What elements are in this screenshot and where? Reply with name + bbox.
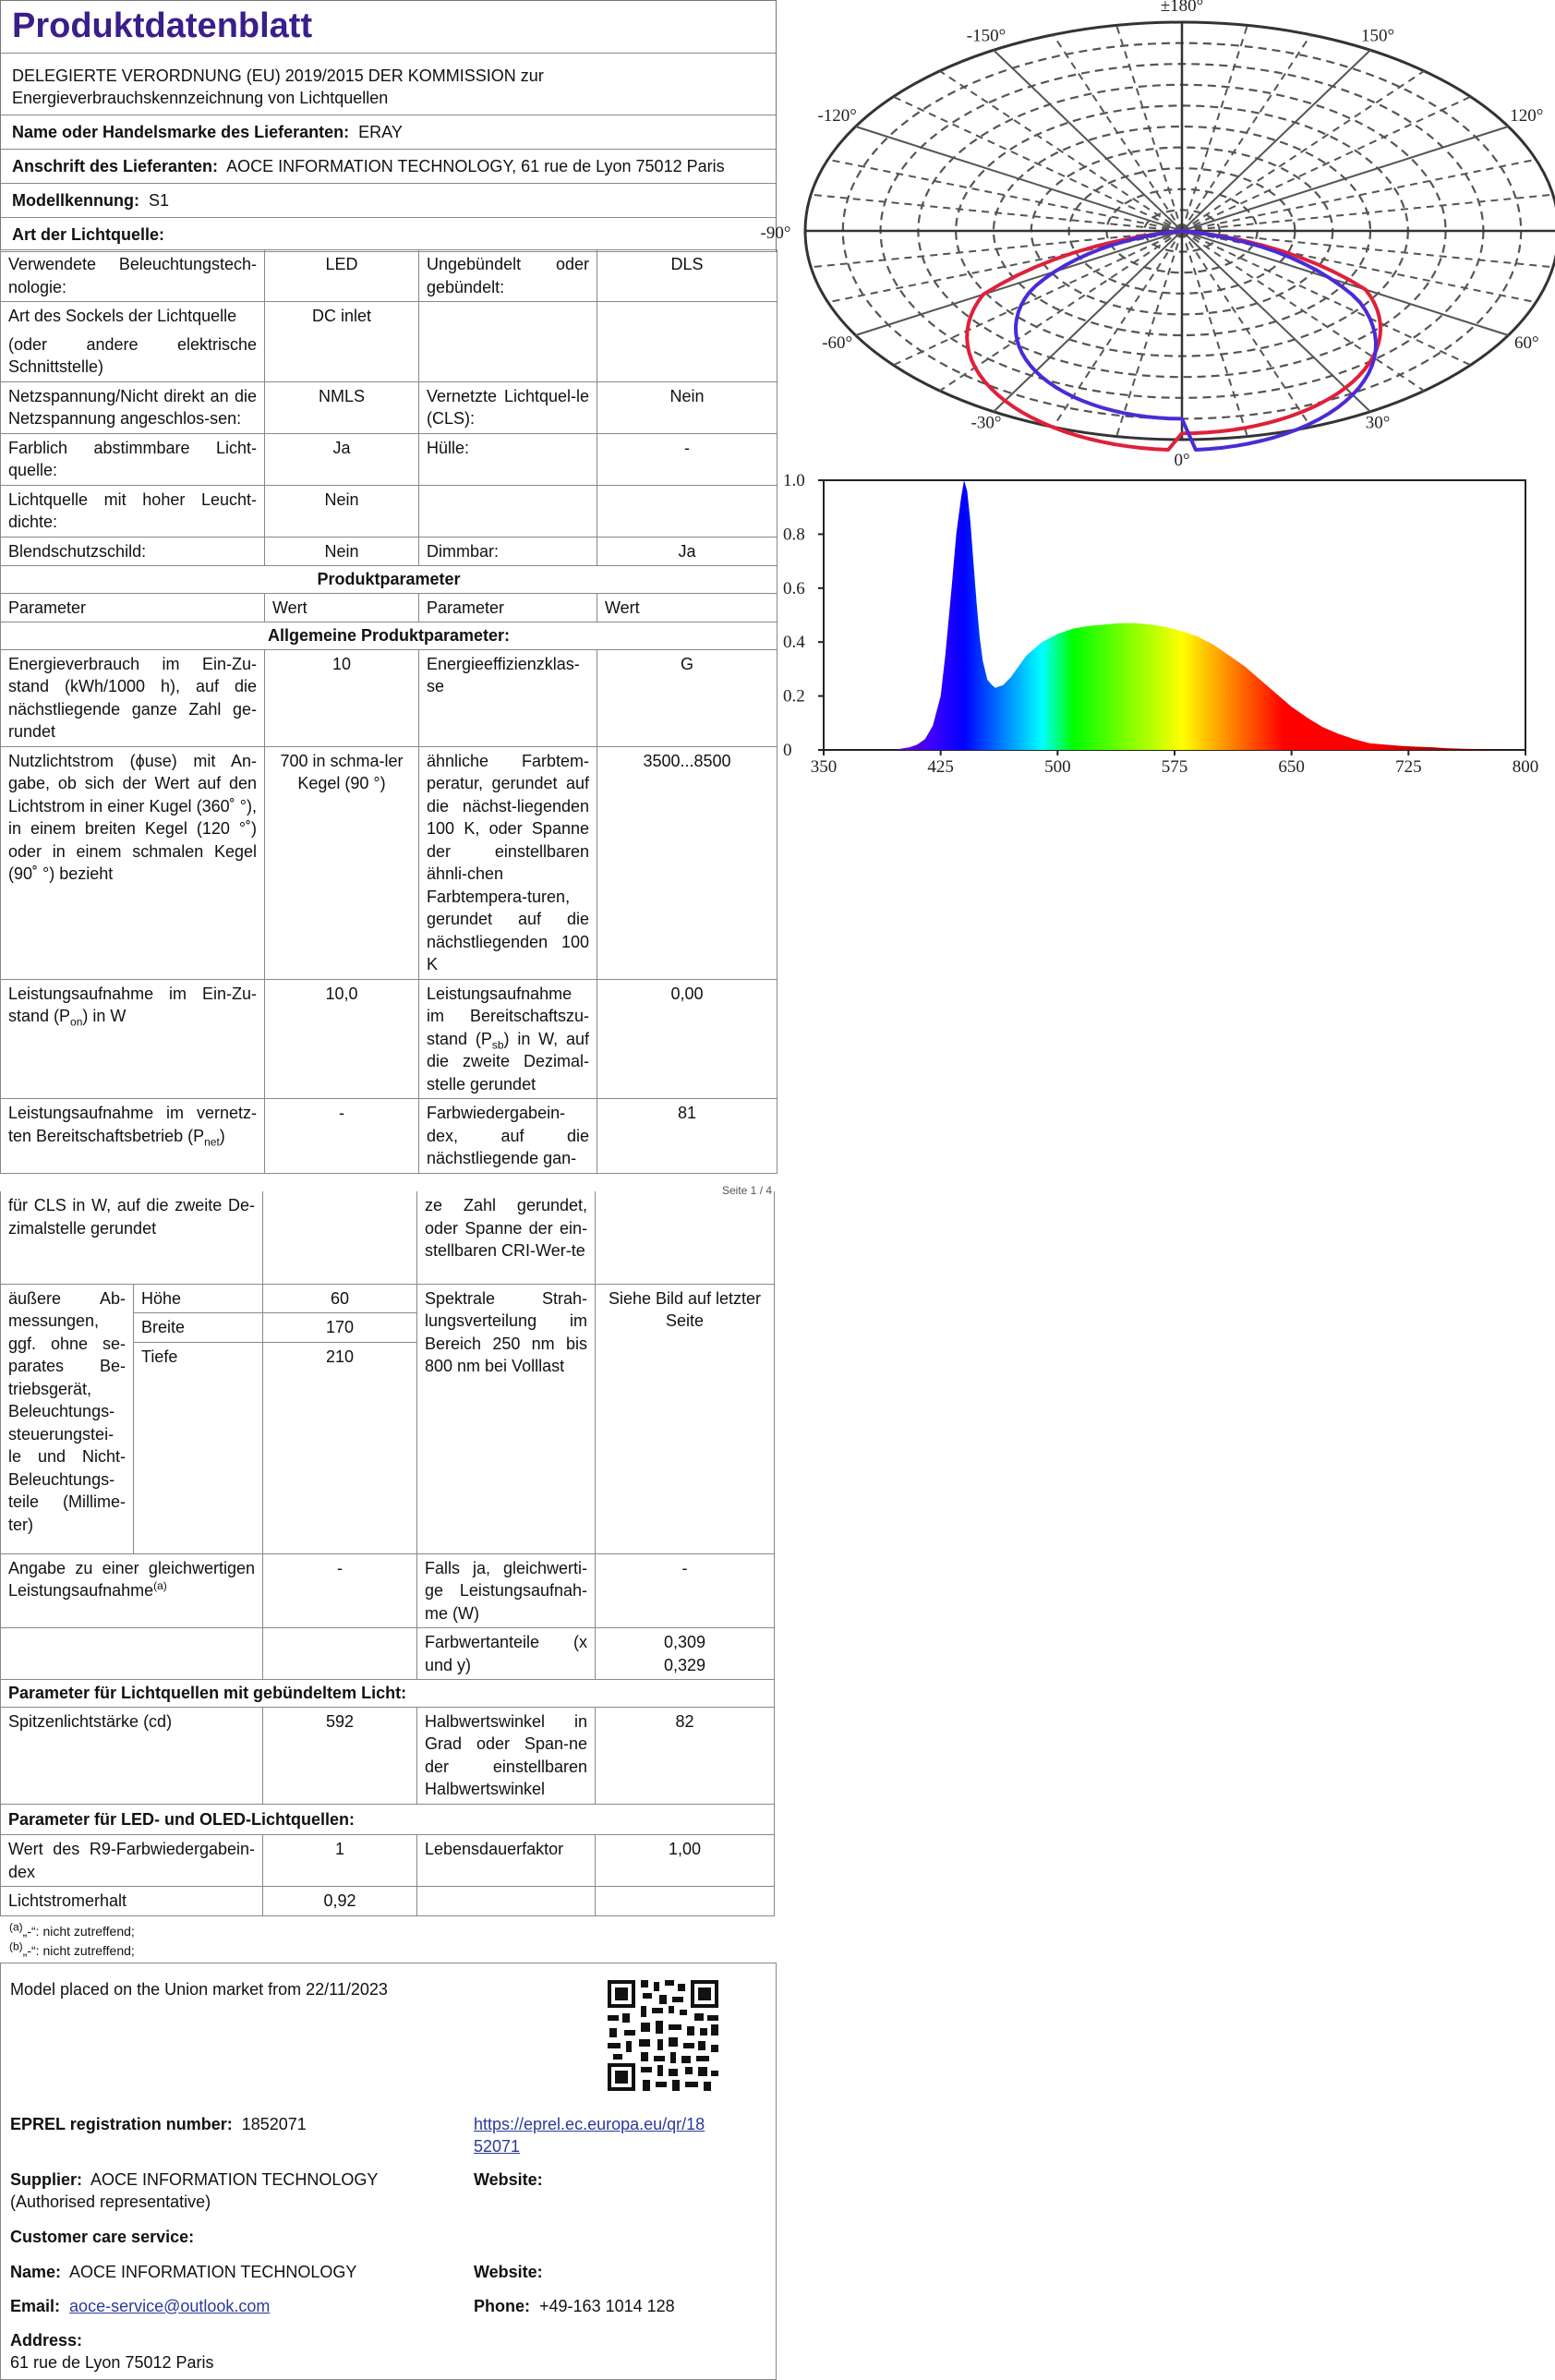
empty-cell [263, 1628, 417, 1680]
table-row [1, 1099, 778, 1174]
eprel-footer [0, 1963, 777, 2380]
socket-label: Art des Sockels der Lichtquelle [8, 307, 237, 325]
led-heading: Parameter für LED- und OLED-Lichtquellen: [1, 1804, 775, 1835]
customer-care-label [10, 2226, 194, 2248]
param-cell: Netzspannung/Nicht direkt an die Netzspannung angeschlos-sen: [1, 381, 265, 433]
table-row [1, 1628, 775, 1680]
website-label: Website: [474, 2262, 543, 2281]
spectrum-svg [778, 467, 1555, 781]
spectrum-chart [778, 467, 1555, 781]
param-cell: Ungebündelt oder gebündelt: [419, 250, 597, 302]
page-number: Seite 1 / 4 [722, 1184, 773, 1197]
polar-spoke [1182, 160, 1536, 231]
eprel-link-line-1[interactable]: https://eprel.ec.europa.eu/qr/18 [474, 2114, 705, 2133]
value-cell: Ja [597, 537, 778, 566]
param-cell: Vernetzte Lichtquel-le (CLS): [419, 381, 597, 433]
value-cell: Nein [597, 381, 778, 433]
param-cell: Blendschutzschild: [1, 537, 265, 566]
footnotes [0, 1916, 778, 1963]
empty-cell [597, 485, 778, 537]
email-link[interactable]: aoce-service@outlook.com [69, 2296, 271, 2315]
qr-code-icon [606, 1978, 720, 2093]
value-cell: 3500...8500 [597, 746, 778, 979]
value-cell: Ja [265, 433, 419, 485]
dim-value: 60 [263, 1284, 417, 1313]
directional-heading: Parameter für Lichtquellen mit gebündeltem Licht: [1, 1680, 775, 1708]
polar-angle-label: 30° [1365, 413, 1391, 433]
polar-angle-label: -150° [966, 26, 1007, 46]
dim-label: Höhe [134, 1284, 263, 1313]
polar-angle-label: 0° [1174, 451, 1190, 470]
empty-cell [1, 1628, 263, 1680]
empty-cell [419, 485, 597, 537]
address-label: Address: [10, 2330, 83, 2350]
superscript: (b) [9, 1939, 23, 1952]
table-column-header-row [1, 593, 778, 622]
footnote-b [9, 1941, 768, 1961]
polar-spoke [1182, 231, 1536, 302]
param-cell [419, 979, 597, 1099]
subscript: on [70, 1015, 83, 1029]
y-tick-label: 0.4 [783, 633, 805, 653]
param-cell: ze Zahl gerundet, oder Spanne der ein-stellbaren CRI-Wer-te [417, 1191, 596, 1284]
page-title: Produktdatenblatt [1, 1, 776, 54]
param-cell: Lichtquelle mit hoher Leucht-dichte: [1, 485, 265, 537]
param-cell: Farbwertanteile (x und y) [417, 1628, 596, 1680]
x-tick-label: 650 [1278, 757, 1305, 777]
y-tick-label: 0 [783, 741, 792, 760]
empty-cell [597, 302, 778, 382]
text-fragment: ) in W [82, 1007, 127, 1025]
empty-cell [596, 1191, 775, 1284]
regulation-text: DELEGIERTE VERORDNUNG (EU) 2019/2015 DER KOMMISSION zur Energieverbrauchskennzeichnung von Lichtquellen [1, 54, 776, 115]
polar-angle-label: -30° [970, 413, 1002, 433]
value-cell: 0,92 [263, 1887, 417, 1916]
param-cell: Spektrale Strah-lungsverteilung im Bereich 250 nm bis 800 nm bei Volllast [417, 1284, 596, 1553]
x-tick-label: 500 [1044, 757, 1071, 777]
value-cell: 10,0 [265, 979, 419, 1099]
y-tick-label: 0.2 [783, 686, 805, 707]
text-fragment: Leistungsaufnahme im vernetz-ten Bereitschaftsbetrieb (P [8, 1104, 257, 1145]
value-cell: - [596, 1553, 775, 1628]
product-params-heading: Produktparameter [1, 566, 778, 594]
param-cell: Wert des R9-Farbwiedergabein-dex [1, 1835, 263, 1887]
text-fragment: Leistungsaufnahme im Ein-Zu-stand (P [8, 984, 257, 1025]
polar-angle-label: -60° [822, 333, 853, 353]
empty-cell [419, 302, 597, 382]
table-heading-row [1, 622, 778, 650]
empty-cell [263, 1191, 417, 1284]
table-row [1, 302, 778, 382]
supplier-address-row [1, 150, 776, 184]
table-row [1, 1553, 775, 1628]
model-value: S1 [149, 191, 170, 210]
subscript: sb [491, 1038, 504, 1052]
polar-spoke [1182, 231, 1508, 335]
dimensions-label: äußere Ab-messungen, ggf. ohne se-parates Be-triebsgerät, Beleuchtungs-steuerungstei-le und Nicht-Beleuchtungs-teile (Millime-ter) [1, 1284, 134, 1553]
value-cell: 592 [263, 1707, 417, 1804]
eprel-link-line-2[interactable]: 52071 [474, 2136, 521, 2156]
supplier-website [474, 2169, 543, 2191]
care-name-row [10, 2261, 356, 2283]
param-cell: Farblich abstimmbare Licht-quelle: [1, 433, 265, 485]
table-row [1, 649, 778, 746]
polar-angle-label: 120° [1510, 106, 1544, 126]
value-cell: - [597, 433, 778, 485]
table-heading-row [1, 566, 778, 594]
param-cell: Energieeffizienzklas-se [419, 649, 597, 746]
polar-svg [760, 0, 1555, 470]
socket-label-extra: (oder andere elektrische Schnittstelle) [8, 334, 257, 376]
polar-angle-label: -120° [817, 106, 857, 126]
value-cell: LED [265, 250, 419, 302]
eprel-value: 1852071 [241, 2114, 307, 2133]
care-label: Customer care service: [10, 2227, 195, 2246]
supplier-name-value: ERAY [358, 123, 403, 141]
phone-label: Phone: [474, 2296, 530, 2315]
param-cell: Lebensdauerfaktor [417, 1835, 596, 1887]
text-fragment: ) in W, auf die zweite Dezimal-stelle gerundet [427, 1029, 589, 1093]
param-cell: Spitzenlichtstärke (cd) [1, 1707, 263, 1804]
general-params-heading: Allgemeine Produktparameter: [1, 622, 778, 650]
value-cell: 700 in schma-ler Kegel (90 °) [265, 746, 419, 979]
table-row [1, 1707, 775, 1804]
param-cell: Halbwertswinkel in Grad oder Span-ne der einstellbaren Halbwertswinkel [417, 1707, 596, 1804]
param-cell [1, 1099, 265, 1174]
table-heading-row [1, 1680, 775, 1708]
care-website [474, 2261, 543, 2283]
address-value: 61 rue de Lyon 75012 Paris [10, 2352, 214, 2372]
footnote-a [9, 1919, 768, 1941]
value-cell: 1 [263, 1835, 417, 1887]
table-row [1, 381, 778, 433]
y-tick-label: 0.8 [783, 525, 805, 545]
param-cell: Energieverbrauch im Ein-Zu-stand (kWh/1000 h), auf die nächstliegende ganze Zahl ge-rundet [1, 649, 265, 746]
polar-angle-label: 150° [1360, 26, 1395, 46]
table-row [1, 1191, 775, 1284]
supplier-row [10, 2169, 463, 2213]
parameter-table-page-1 [0, 249, 778, 1174]
value-cell: 82 [596, 1707, 775, 1804]
param-cell: Verwendete Beleuchtungstech-nologie: [1, 250, 265, 302]
param-cell: Hülle: [419, 433, 597, 485]
param-cell: Farbwiedergabein-dex, auf die nächstliegende gan- [419, 1099, 597, 1174]
x-tick-label: 725 [1395, 757, 1422, 777]
superscript: (a) [153, 1579, 167, 1592]
value-cell: - [263, 1553, 417, 1628]
parameter-table-page-2 [0, 1191, 775, 1916]
name-value: AOCE INFORMATION TECHNOLOGY [69, 2262, 357, 2281]
value-cell: 1,00 [596, 1835, 775, 1887]
table-row [1, 1887, 775, 1916]
column-header: Parameter [1, 593, 265, 622]
supplier-name-row [1, 115, 776, 150]
eprel-link[interactable] [474, 2113, 705, 2157]
dim-label: Tiefe [134, 1342, 263, 1371]
text-fragment: ) [219, 1126, 225, 1145]
param-cell: Lichtstromerhalt [1, 1887, 263, 1916]
y-tick-label: 0.6 [783, 578, 805, 598]
param-cell: Dimmbar: [419, 537, 597, 566]
table-row [1, 485, 778, 537]
value-cell: DLS [597, 250, 778, 302]
param-cell: Nutzlichtstrom (ϕuse) mit An-gabe, ob sich der Wert auf den Lichtstrom in einer Kugel (360˚ °), in einem breiten Kegel (120 °˚) oder in einem schmalen Kegel (90˚ °) bezieht [1, 746, 265, 979]
address-row [10, 2329, 214, 2374]
value-cell [596, 1628, 775, 1680]
name-label: Name: [10, 2262, 62, 2281]
eprel-row [10, 2113, 307, 2135]
superscript: (a) [9, 1919, 23, 1933]
dim-label: Breite [134, 1313, 263, 1343]
value-cell: Nein [265, 537, 419, 566]
supplier-value: AOCE INFORMATION TECHNOLOGY (Authorised representative) [10, 2169, 379, 2211]
chroma-x: 0,309 [663, 1633, 706, 1651]
email-label: Email: [10, 2296, 61, 2315]
value-cell: 10 [265, 649, 419, 746]
x-tick-label: 350 [810, 757, 838, 777]
datasheet-page-2 [0, 1191, 778, 2380]
value-cell: NMLS [265, 381, 419, 433]
datasheet-page-1 [0, 0, 778, 1175]
value-cell: Siehe Bild auf letzter Seite [596, 1284, 775, 1553]
website-label: Website: [474, 2169, 543, 2189]
supplier-name-label: Name oder Handelsmarke des Lieferanten: [12, 123, 350, 141]
x-tick-label: 575 [1161, 757, 1188, 777]
model-row [1, 184, 776, 218]
model-label: Modellkennung: [12, 191, 139, 210]
column-header: Wert [265, 593, 419, 622]
light-source-type-row [1, 218, 776, 252]
polar-spoke [856, 231, 1182, 335]
param-cell [1, 1553, 263, 1628]
text-fragment: Leistungsaufnahme im Bereitschaftszu-stand (P [427, 984, 589, 1048]
empty-cell [417, 1887, 596, 1916]
footnote-text: „-“: nicht zutreffend; [22, 1942, 135, 1958]
polar-spoke [1182, 127, 1508, 231]
page-cut [0, 1174, 778, 1176]
table-row [1, 979, 778, 1099]
eprel-label: EPREL registration number: [10, 2114, 233, 2133]
empty-cell [263, 1371, 417, 1553]
supplier-address-label: Anschrift des Lieferanten: [12, 157, 219, 175]
phone-value: +49-163 1014 128 [539, 2296, 675, 2315]
empty-cell [596, 1887, 775, 1916]
value-cell: DC inlet [265, 302, 419, 382]
polar-diagram [760, 0, 1555, 470]
care-email-row [10, 2295, 270, 2317]
market-date: Model placed on the Union market from 22/11/2023 [10, 1979, 388, 1999]
chroma-y: 0,329 [663, 1655, 706, 1674]
subscript: net [204, 1135, 220, 1149]
supplier-address-value: AOCE INFORMATION TECHNOLOGY, 61 rue de Lyon 75012 Paris [226, 157, 725, 175]
table-row [1, 433, 778, 485]
y-tick-label: 1.0 [783, 471, 805, 490]
polar-angle-label: 60° [1514, 333, 1539, 353]
table-row [1, 746, 778, 979]
value-cell: 0,00 [597, 979, 778, 1099]
value-cell: - [265, 1099, 419, 1174]
header-box [0, 0, 777, 252]
table-row [1, 537, 778, 566]
table-heading-row [1, 1804, 775, 1835]
care-phone-row [474, 2295, 675, 2317]
empty-cell [134, 1371, 263, 1553]
table-row [1, 1284, 775, 1313]
x-tick-label: 425 [927, 757, 954, 777]
footnote-text: „-“: nicht zutreffend; [22, 1923, 135, 1939]
light-source-type-label: Art der Lichtquelle: [12, 225, 165, 244]
value-cell: 81 [597, 1099, 778, 1174]
x-tick-label: 800 [1512, 757, 1539, 777]
param-cell [1, 302, 265, 382]
column-header: Parameter [419, 593, 597, 622]
dim-value: 170 [263, 1313, 417, 1343]
param-cell [1, 979, 265, 1099]
supplier-label: Supplier: [10, 2169, 83, 2189]
value-cell: Nein [265, 485, 419, 537]
polar-angle-label: -90° [760, 224, 791, 243]
param-cell: für CLS in W, auf die zweite De-zimalstelle gerundet [1, 1191, 263, 1284]
table-row [1, 1835, 775, 1887]
param-cell: ähnliche Farbtem-peratur, gerundet auf die nächst-liegenden 100 K, oder Spanne der einstellbaren ähnli-chen Farbtempera-turen, gerundet auf die nächstliegenden 100 K [419, 746, 597, 979]
value-cell: G [597, 649, 778, 746]
polar-spoke [828, 160, 1182, 231]
param-cell: Falls ja, gleichwerti-ge Leistungsaufnah-me (W) [417, 1553, 596, 1628]
polar-angle-label: ±180° [1160, 0, 1204, 16]
column-header: Wert [597, 593, 778, 622]
polar-spoke [856, 127, 1182, 231]
table-row [1, 250, 778, 302]
dim-value: 210 [263, 1342, 417, 1371]
text-fragment: Angabe zu einer gleichwertigen Leistungsaufnahme [8, 1558, 255, 1600]
